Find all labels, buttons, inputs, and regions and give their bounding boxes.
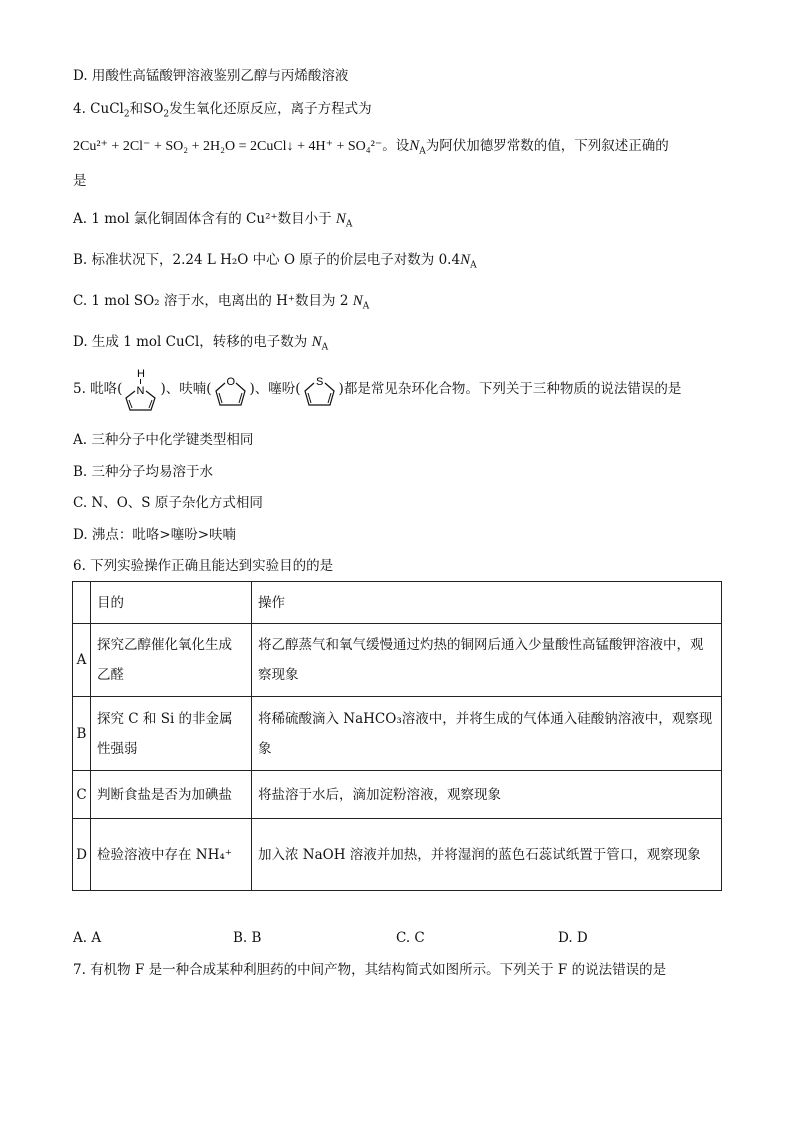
- q4-option-a-text: A. 1 mol 氯化铜固体含有的 Cu²⁺数目小于: [73, 211, 332, 227]
- pyrrole-h-atom: H: [137, 367, 146, 380]
- q4-equation-line: [73, 136, 669, 157]
- table-row-goal: 判断食盐是否为加碘盐: [91, 771, 252, 819]
- q4-option-c-text: C. 1 mol SO₂ 溶于水，电离出的 H⁺数目为 2: [73, 293, 349, 309]
- q4-option-b-text: B. 标准状况下，2.24 L H₂O 中心 O 原子的价层电子对数为 0.4: [73, 252, 461, 268]
- pyrrole-structure: [122, 365, 160, 415]
- q4-option-d-text: D. 生成 1 mol CuCl，转移的电子数为: [73, 334, 308, 350]
- q5-stem-1: 5. 吡咯(: [73, 381, 123, 397]
- q4-option-a-na-sub: A: [345, 219, 353, 230]
- q6-answer-a: A. A: [73, 930, 102, 946]
- table-row-op: [252, 819, 722, 891]
- q4-option-c-na-sub: A: [362, 301, 370, 312]
- table-header-row: [73, 582, 722, 624]
- q4-stem-b-sub: 2: [163, 109, 170, 120]
- table-row-goal-text: 探究乙醇催化氧化生成乙醛: [97, 637, 232, 683]
- q6-answer-b: B. B: [233, 930, 262, 946]
- table-row-goal-text: 探究 C 和 Si 的非金属性强弱: [97, 710, 233, 757]
- thiophene-structure: [301, 365, 339, 415]
- furan-structure: [212, 365, 250, 415]
- q5-stem: [73, 364, 681, 415]
- table-row-label: D: [73, 819, 91, 891]
- q4-stem-end: 是: [73, 173, 87, 189]
- table-header-op: 操作: [252, 582, 722, 624]
- q4-option-a: [73, 209, 352, 229]
- q5-option-d: D. 沸点：吡咯>噻吩>呋喃: [73, 527, 237, 543]
- q4-stem: [73, 99, 372, 119]
- table-header-goal: 目的: [91, 582, 252, 624]
- table-header-blank: [73, 582, 91, 624]
- table-row-op: [252, 624, 722, 697]
- table-row: [73, 697, 722, 771]
- q4-option-d-na: N: [311, 334, 322, 350]
- q5-stem-2: )、呋喃(: [160, 381, 212, 397]
- furan-o-atom: O: [226, 375, 235, 388]
- q6-answer-d: D. D: [558, 930, 588, 946]
- table-row-goal: [91, 697, 252, 771]
- table-row-goal: [91, 624, 252, 697]
- table-row-goal: 检验溶液中存在 NH₄⁺: [91, 819, 252, 891]
- q4-na: N: [409, 138, 420, 154]
- table-row-op: 将盐溶于水后，滴加淀粉溶液，观察现象: [252, 771, 722, 819]
- q4-option-b-na-sub: A: [470, 260, 477, 271]
- q4-na-sub: A: [419, 146, 426, 157]
- q4-option-d-na-sub: A: [321, 342, 329, 353]
- table-row-op: [252, 697, 722, 771]
- q5-stem-4: )都是常见杂环化合物。下列关于三种物质的说法错误的是: [338, 381, 682, 397]
- q5-option-b: B. 三种分子均易溶于水: [73, 464, 214, 480]
- q4-option-c: [73, 291, 369, 311]
- q6-experiment-table: [72, 581, 722, 891]
- table-row-op-text: 将稀硫酸滴入 NaHCO₃溶液中，并将生成的气体通入硅酸钠溶液中，观察现象: [258, 710, 713, 757]
- q4-option-b-na: N: [460, 252, 471, 268]
- q5-option-a: A. 三种分子中化学键类型相同: [73, 432, 254, 448]
- q7-stem: 7. 有机物 F 是一种合成某种利胆药的中间产物，其结构简式如图所示。下列关于 F 的说法错误的是: [73, 962, 667, 978]
- q4-option-b: [73, 250, 477, 270]
- table-row: [73, 819, 722, 891]
- q4-option-d: [73, 332, 328, 352]
- q4-stem-b: 和SO: [129, 101, 164, 117]
- table-row: [73, 771, 722, 819]
- q6-stem: 6. 下列实验操作正确且能达到实验目的的是: [73, 558, 334, 574]
- q4-eq-tail: 为阿伏加德罗常数的值，下列叙述正确的: [425, 138, 669, 154]
- table-row-op-text: 加入浓 NaOH 溶液并加热，并将湿润的蓝色石蕊试纸置于管口，观察现象: [258, 846, 701, 863]
- q5-option-c: C. N、O、S 原子杂化方式相同: [73, 495, 263, 511]
- q4-option-a-na: N: [335, 211, 346, 227]
- q5-stem-3: )、噻吩(: [249, 381, 301, 397]
- pyrrole-n-atom: N: [136, 384, 145, 397]
- q4-eq-after: 。设: [382, 138, 410, 154]
- q4-stem-c: 发生氧化还原反应，离子方程式为: [169, 101, 372, 117]
- q3-option-d: D. 用酸性高锰酸钾溶液鉴别乙醇与丙烯酸溶液: [73, 68, 349, 84]
- table-row-label: C: [73, 771, 91, 819]
- table-row-label: A: [73, 624, 91, 697]
- table-row-label: B: [73, 697, 91, 771]
- q6-answer-c: C. C: [396, 930, 425, 946]
- q4-equation: 2Cu²⁺ + 2Cl⁻ + SO₂ + 2H₂O = 2CuCl↓ + 4H⁺ + SO₄²⁻: [73, 139, 383, 154]
- table-row-op-text: 将乙醇蒸气和氧气缓慢通过灼热的铜网后通入少量酸性高锰酸钾溶液中，观察现象: [258, 637, 704, 683]
- q4-stem-a-sub: 2: [123, 109, 130, 120]
- thiophene-s-atom: S: [315, 375, 323, 388]
- table-row: [73, 624, 722, 697]
- q4-option-c-na: N: [352, 293, 363, 309]
- q4-stem-a: 4. CuCl: [73, 101, 124, 117]
